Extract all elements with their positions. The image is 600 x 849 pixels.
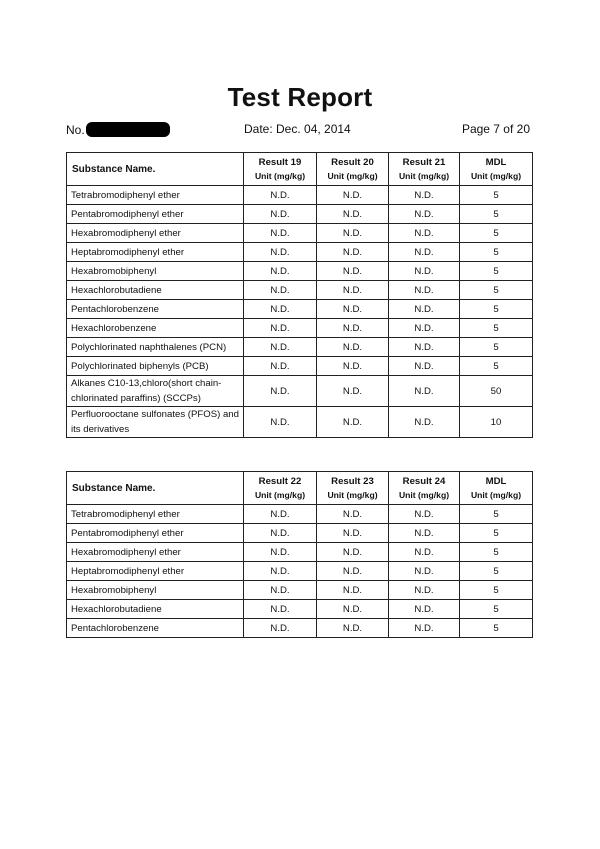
column-header: [244, 472, 317, 505]
mdl-value: 5: [460, 262, 533, 281]
report-number: [66, 122, 170, 137]
mdl-value: 50: [460, 376, 533, 407]
column-name: Result 21: [402, 157, 446, 168]
mdl-value: 5: [460, 562, 533, 581]
substance-name: Perfluorooctane sulfonates (PFOS) and its derivatives: [67, 407, 244, 438]
column-name: Result 22: [258, 476, 302, 487]
mdl-value: 5: [460, 524, 533, 543]
result-value: N.D.: [244, 619, 317, 638]
table-row: [67, 581, 533, 600]
column-unit: Unit (mg/kg): [470, 490, 522, 500]
result-value: N.D.: [244, 407, 317, 438]
column-header: [317, 472, 389, 505]
result-value: N.D.: [244, 357, 317, 376]
page-number: Page 7 of 20: [461, 122, 530, 136]
result-value: N.D.: [317, 186, 389, 205]
mdl-value: 5: [460, 600, 533, 619]
column-unit: Unit (mg/kg): [398, 490, 450, 500]
column-unit: Unit (mg/kg): [327, 171, 378, 181]
result-value: N.D.: [389, 357, 460, 376]
table-row: [67, 224, 533, 243]
substance-name: Pentachlorobenzene: [67, 300, 244, 319]
substance-name-header: Substance Name.: [67, 472, 244, 505]
result-value: N.D.: [389, 281, 460, 300]
mdl-value: 5: [460, 581, 533, 600]
mdl-value: 5: [460, 186, 533, 205]
result-value: N.D.: [244, 300, 317, 319]
column-name: Result 19: [258, 157, 302, 168]
report-header: [66, 122, 532, 138]
result-value: N.D.: [389, 600, 460, 619]
table-row: [67, 262, 533, 281]
result-value: N.D.: [389, 407, 460, 438]
column-unit: Unit (mg/kg): [254, 171, 306, 181]
table-row: [67, 562, 533, 581]
result-value: N.D.: [244, 262, 317, 281]
substance-name: Hexabromobiphenyl: [67, 581, 244, 600]
substance-name: Hexabromobiphenyl: [67, 262, 244, 281]
result-value: N.D.: [317, 205, 389, 224]
result-value: N.D.: [244, 376, 317, 407]
column-unit: Unit (mg/kg): [470, 171, 522, 181]
column-header: [460, 153, 533, 186]
result-value: N.D.: [389, 186, 460, 205]
result-value: N.D.: [317, 562, 389, 581]
substance-name: Heptabromodiphenyl ether: [67, 243, 244, 262]
mdl-value: 5: [460, 224, 533, 243]
mdl-value: 5: [460, 543, 533, 562]
table-row: [67, 205, 533, 224]
substance-name: Hexachlorobutadiene: [67, 281, 244, 300]
table-header-row: [67, 472, 533, 505]
report-date: Date: Dec. 04, 2014: [244, 122, 351, 136]
result-value: N.D.: [389, 505, 460, 524]
result-value: N.D.: [389, 619, 460, 638]
result-value: N.D.: [244, 600, 317, 619]
column-unit: Unit (mg/kg): [398, 171, 450, 181]
result-value: N.D.: [317, 619, 389, 638]
table-row: [67, 243, 533, 262]
result-value: N.D.: [389, 224, 460, 243]
table-row: [67, 619, 533, 638]
substance-name: Hexabromodiphenyl ether: [67, 543, 244, 562]
result-value: N.D.: [317, 224, 389, 243]
substance-name: Alkanes C10-13,chloro(short chain-chlorinated paraffins) (SCCPs): [67, 376, 244, 407]
result-value: N.D.: [244, 581, 317, 600]
substance-name: Pentabromodiphenyl ether: [67, 205, 244, 224]
substance-name-header: Substance Name.: [67, 153, 244, 186]
column-name: MDL: [485, 157, 507, 168]
result-value: N.D.: [317, 262, 389, 281]
result-value: N.D.: [389, 376, 460, 407]
column-unit: Unit (mg/kg): [327, 490, 378, 500]
column-name: MDL: [485, 476, 507, 487]
table-header-row: [67, 153, 533, 186]
result-value: N.D.: [389, 581, 460, 600]
result-value: N.D.: [317, 319, 389, 338]
substance-name: Hexachlorobutadiene: [67, 600, 244, 619]
result-value: N.D.: [317, 243, 389, 262]
table-row: [67, 600, 533, 619]
table-row: [67, 300, 533, 319]
table-row: [67, 524, 533, 543]
column-header: [317, 153, 389, 186]
substance-name: Polychlorinated naphthalenes (PCN): [67, 338, 244, 357]
result-value: N.D.: [317, 300, 389, 319]
substance-name: Heptabromodiphenyl ether: [67, 562, 244, 581]
column-header: [389, 472, 460, 505]
mdl-value: 5: [460, 281, 533, 300]
result-value: N.D.: [244, 505, 317, 524]
result-value: N.D.: [317, 357, 389, 376]
result-value: N.D.: [317, 376, 389, 407]
result-value: N.D.: [389, 262, 460, 281]
substance-name: Tetrabromodiphenyl ether: [67, 505, 244, 524]
result-value: N.D.: [317, 600, 389, 619]
report-title: Test Report: [227, 82, 373, 112]
table-row: [67, 407, 533, 438]
result-value: N.D.: [317, 407, 389, 438]
result-value: N.D.: [389, 243, 460, 262]
result-value: N.D.: [389, 338, 460, 357]
result-value: N.D.: [244, 562, 317, 581]
table-row: [67, 281, 533, 300]
column-header: [244, 153, 317, 186]
substance-name: Polychlorinated biphenyls (PCB): [67, 357, 244, 376]
mdl-value: 5: [460, 300, 533, 319]
result-value: N.D.: [244, 205, 317, 224]
mdl-value: 5: [460, 338, 533, 357]
table-row: [67, 338, 533, 357]
result-value: N.D.: [244, 338, 317, 357]
result-value: N.D.: [389, 543, 460, 562]
result-value: N.D.: [389, 524, 460, 543]
results-table-2: [66, 471, 533, 638]
table-row: [67, 505, 533, 524]
result-value: N.D.: [389, 562, 460, 581]
table-row: [67, 319, 533, 338]
result-value: N.D.: [389, 300, 460, 319]
column-name: Result 24: [402, 476, 446, 487]
result-value: N.D.: [317, 524, 389, 543]
column-header: [460, 472, 533, 505]
substance-name: Hexachlorobenzene: [67, 319, 244, 338]
result-value: N.D.: [389, 205, 460, 224]
result-value: N.D.: [317, 581, 389, 600]
substance-name: Pentabromodiphenyl ether: [67, 524, 244, 543]
substance-name: Pentachlorobenzene: [67, 619, 244, 638]
result-value: N.D.: [317, 505, 389, 524]
result-value: N.D.: [244, 243, 317, 262]
substance-name: Hexabromodiphenyl ether: [67, 224, 244, 243]
mdl-value: 5: [460, 505, 533, 524]
table-row: [67, 357, 533, 376]
table-row: [67, 376, 533, 407]
result-value: N.D.: [244, 319, 317, 338]
mdl-value: 10: [460, 407, 533, 438]
table-row: [67, 186, 533, 205]
result-value: N.D.: [317, 543, 389, 562]
redacted-number-block: [86, 122, 170, 137]
mdl-value: 5: [460, 205, 533, 224]
report-number-label: No.: [66, 123, 85, 137]
column-name: Result 23: [331, 476, 374, 487]
result-value: N.D.: [317, 338, 389, 357]
mdl-value: 5: [460, 357, 533, 376]
table-row: [67, 543, 533, 562]
result-value: N.D.: [244, 524, 317, 543]
result-value: N.D.: [244, 186, 317, 205]
mdl-value: 5: [460, 243, 533, 262]
result-value: N.D.: [389, 319, 460, 338]
mdl-value: 5: [460, 619, 533, 638]
column-header: [389, 153, 460, 186]
result-value: N.D.: [244, 224, 317, 243]
column-name: Result 20: [331, 157, 374, 168]
column-unit: Unit (mg/kg): [254, 490, 306, 500]
substance-name: Tetrabromodiphenyl ether: [67, 186, 244, 205]
results-table-1: [66, 152, 533, 438]
result-value: N.D.: [244, 543, 317, 562]
result-value: N.D.: [317, 281, 389, 300]
result-value: N.D.: [244, 281, 317, 300]
mdl-value: 5: [460, 319, 533, 338]
